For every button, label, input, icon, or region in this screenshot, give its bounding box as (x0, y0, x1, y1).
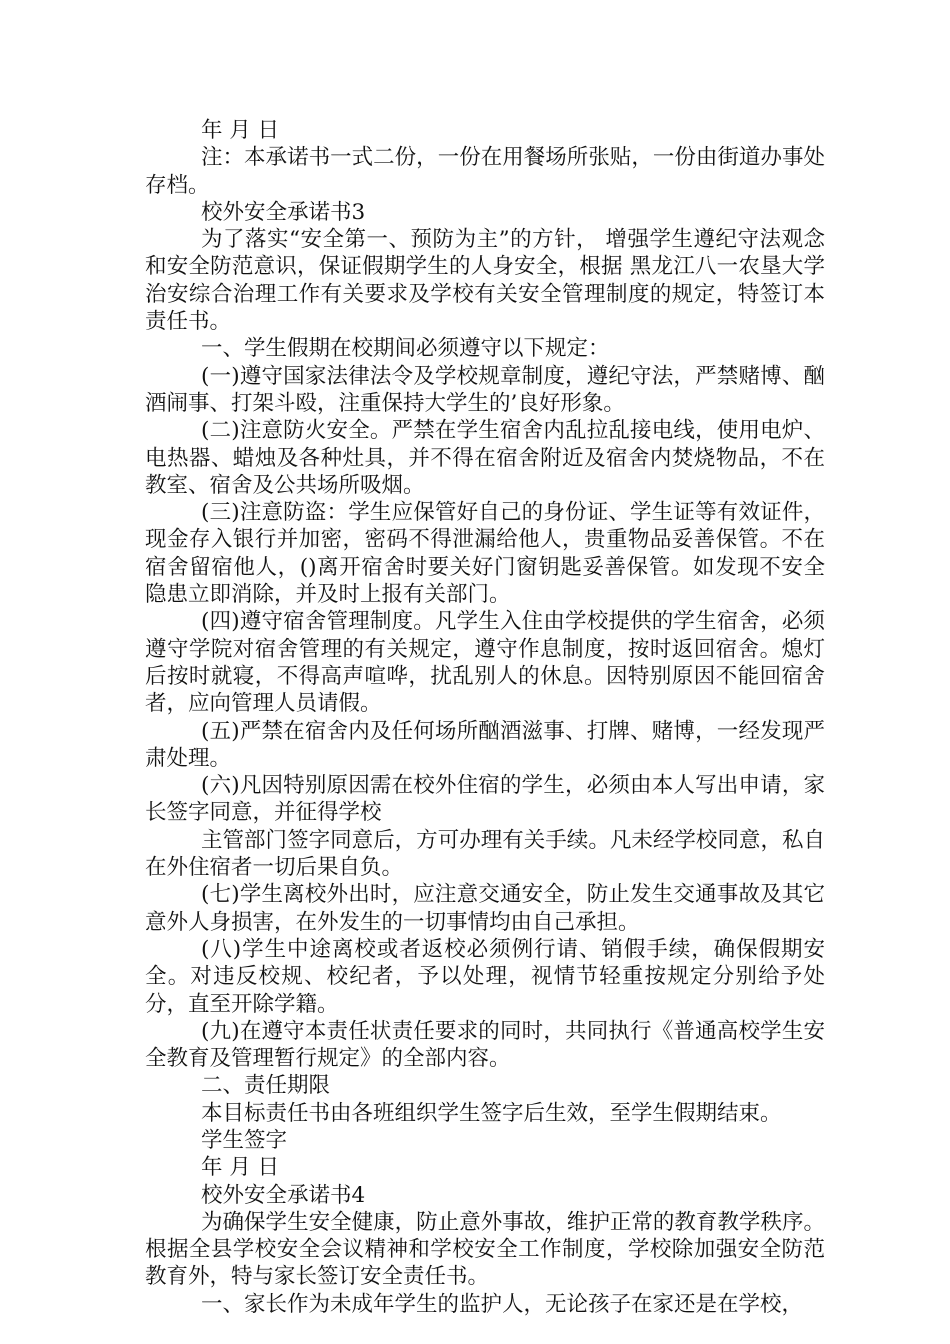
document-body (145, 117, 825, 1318)
intro-paragraph-3: 为了落实“安全第一、预防为主”的方针， 增强学生遵纪守法观念和安全防范意识，保证假期学生的人身安全，根据 黑龙江八一农垦大学治安综合治理工作有关要求及学校有关安全管理制度的规定，特签订本责任书。 (145, 227, 825, 335)
date-line: 年 月 日 (201, 118, 280, 143)
rule-4: (四)遵守宿舍管理制度。凡学生入住由学校提供的学生宿舍，必须遵守学院对宿舍管理的有关规定，遵守作息制度，按时返回宿舍。熄灯后按时就寝，不得高声喧哗，扰乱别人的休息。因特别原因不能回宿舍者，应向管理人员请假。 (145, 609, 825, 717)
parent-clause-1: 一、家长作为未成年学生的监护人，无论孩子在家还是在学校， (201, 1291, 804, 1317)
rule-5: (五)严禁在宿舍内及任何场所酗酒滋事、打牌、赌博，一经发现严肃处理。 (145, 718, 825, 771)
rule-7: (七)学生离校外出时，应注意交通安全，防止发生交通事故及其它意外人身损害，在外发生的一切事情均由自己承担。 (145, 882, 825, 935)
heading-rules: 一、学生假期在校期间必须遵守以下规定： (201, 336, 610, 362)
rule-8: (八)学生中途离校或者返校必须例行请、销假手续，确保假期安全。对违反校规、校纪者，予以处理，视情节轻重按规定分别给予处分，直至开除学籍。 (145, 936, 825, 1017)
rule-6-continued: 主管部门签字同意后，方可办理有关手续。凡未经学校同意，私自在外住宿者一切后果自负。 (145, 827, 825, 881)
student-signature-line: 学生签字 (201, 1127, 288, 1153)
section-title-4: 校外安全承诺书4 (201, 1182, 366, 1208)
rule-1: (一)遵守国家法律法令及学校规章制度，遵纪守法，严禁赌博、酗酒闹事、打架斗殴，注重保持大学生的’良好形象。 (145, 363, 825, 416)
period-paragraph: 本目标责任书由各班组织学生签字后生效，至学生假期结束。 (201, 1100, 782, 1126)
rule-3: (三)注意防盗：学生应保管好自己的身份证、学生证等有效证件，现金存入银行并加密，密码不得泄漏给他人，贵重物品妥善保管。不在宿舍留宿他人，()离开宿舍时要关好门窗钥匙妥善保管。如发现不安全隐患立即消除，并及时上报有关部门。 (145, 500, 825, 608)
rule-2: (二)注意防火安全。严禁在学生宿舍内乱拉乱接电线，使用电炉、电热器、蜡烛及各种灶具，并不得在宿舍附近及宿舍内焚烧物品，不在教室、宿舍及公共场所吸烟。 (145, 418, 825, 498)
date-line-2: 年 月 日 (201, 1155, 280, 1181)
heading-period: 二、责任期限 (201, 1073, 331, 1099)
rule-6: (六)凡因特别原因需在校外住宿的学生，必须由本人写出申请，家长签字同意，并征得学校 (145, 773, 825, 826)
intro-paragraph-4: 为确保学生安全健康，防止意外事故，维护正常的教育教学秩序。根据全县学校安全会议精神和学校安全工作制度，学校除加强安全防范教育外，特与家长签订安全责任书。 (145, 1209, 825, 1290)
rule-9: (九)在遵守本责任状责任要求的同时，共同执行《普通高校学生安全教育及管理暂行规定》的全部内容。 (145, 1018, 825, 1072)
section-title-3: 校外安全承诺书3 (201, 199, 366, 225)
note-paragraph: 注：本承诺书一式二份，一份在用餐场所张贴，一份由街道办事处存档。 (145, 145, 825, 198)
